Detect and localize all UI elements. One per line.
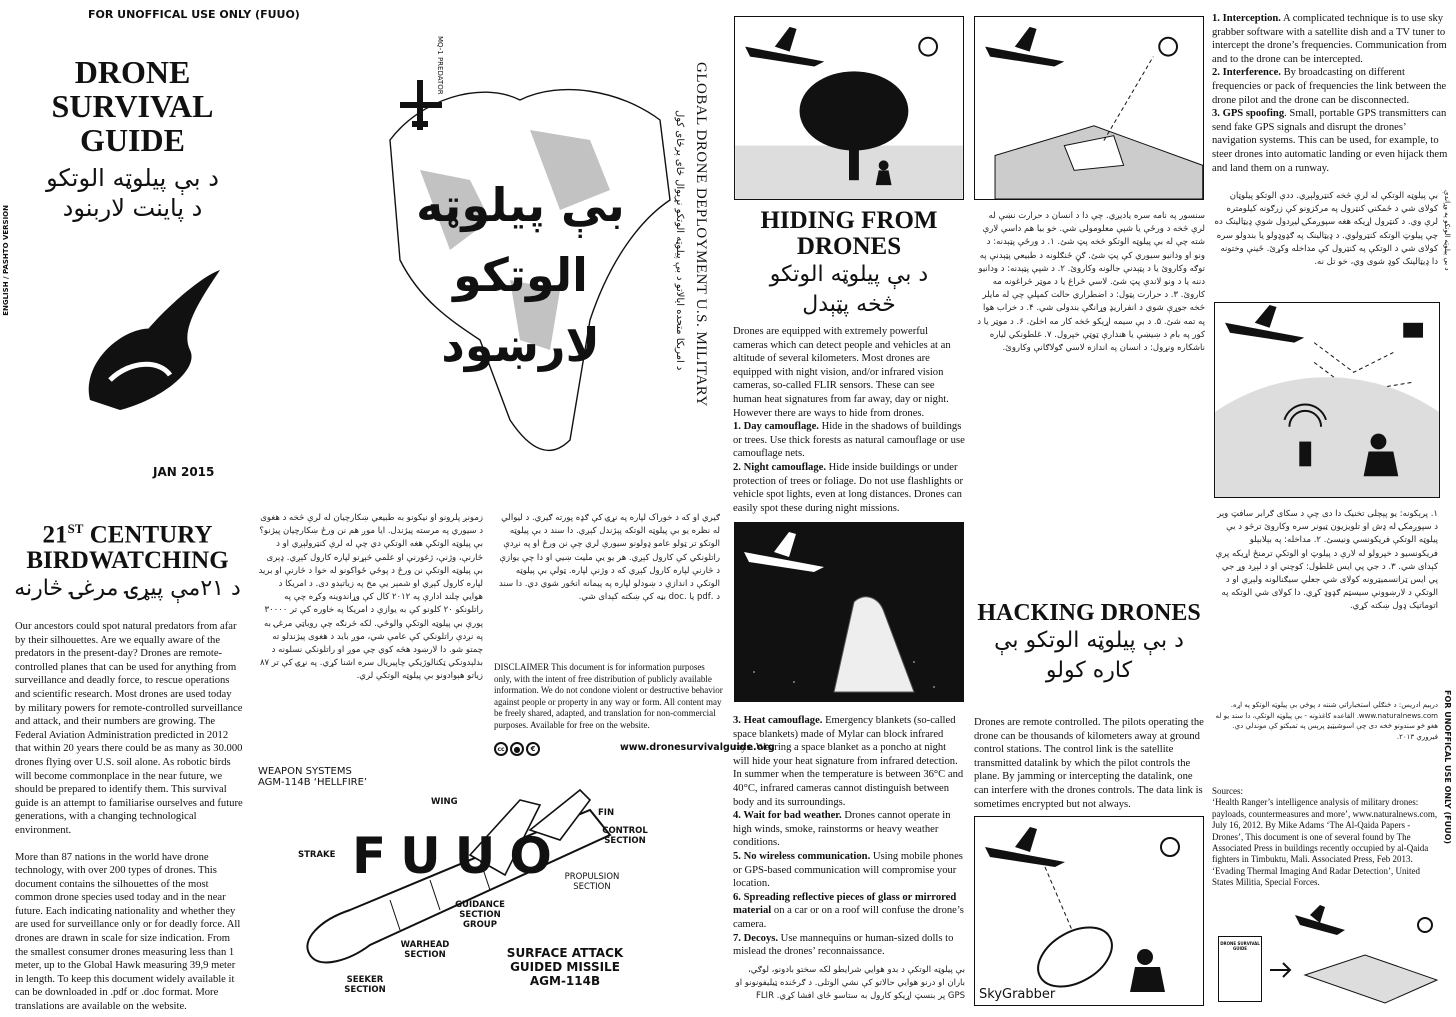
ps-side-label: د بې پیلوټه الوتکو په وړاندې [1443, 190, 1451, 271]
method-2-text: By broadcasting on different frequencies or pack of frequencies the link between the drone pilot and the drone can be disconnected. [1212, 67, 1447, 106]
reflective-roof-illustration [974, 16, 1204, 200]
guide-title: DRONE SURVIVAL GUIDE [51, 54, 214, 158]
birdwatching-p2: More than 87 nations in the world have drone technology, with over 200 types of drones. This document contains the silhouettes of the most common drone species used today and in the near future. Each indicating nationality and whether they are used for surveillance only or for deadly force. All drones are drawn in scale for size indication. From the smallest consumer drones measuring less than 1 meter, up to the Global Hawk measuring 39,9 meter in length. To keep this document widely available it can be downloaded in .pdf or .doc format. More translations are available on the website. [15, 851, 241, 1013]
method-2-title: 2. Interference. [1212, 67, 1281, 79]
skygrabber-label: SkyGrabber [979, 987, 1056, 1002]
label-wing: WING [431, 797, 458, 807]
title-sup: ST [67, 521, 84, 536]
website-link[interactable]: www.dronesurvivalguide.org [620, 742, 775, 753]
hiding-title-ps-2: څخه پټېدل [802, 292, 896, 317]
label-fin: FIN [598, 808, 615, 818]
hacking-methods [1212, 12, 1450, 175]
hiding-heading [732, 208, 966, 320]
birdwatching-p1: Our ancestors could spot natural predators from afar by their silhouettes. Are we equally aware of the predators in the present-day? Drones are remote-controlled planes that can be used for anything from surveillance and deadly force, to rescue operations and scientific research. Most drones are used today by military powers for remote-controlled surveillance and attack, and their numbers are growing. The Federal Aviation Administration predicted in 2012 that within 20 years there could be as many as 30.000 drones flying over U.S. soil alone. As robotic birds will become commonplace in the near future, we should be prepared to identify them. This survival guide is an attempt to familiarise ourselves and future generations, with a changing technological environment. [15, 621, 243, 836]
map-title-ps: د امریکا متحده ایالاتو د بې پیلوټه الوتکو نړیوال ځای پرځای کول [674, 110, 685, 371]
item-2-text: Hide inside buildings or under protection of trees or foliage. Do not use flashlights or vehicle spot lights, even at long distances. Drones can easily spot these during night missions. [733, 461, 964, 514]
missile-title-2: GUIDED MISSILE [510, 960, 620, 974]
fuuo-stamp: FUUO [352, 827, 566, 885]
item-5-title: 5. No wireless communication. [733, 850, 871, 862]
label-control: CONTROL SECTION [602, 826, 648, 846]
issue-date: JAN 2015 [153, 465, 215, 479]
missile-title [505, 946, 625, 988]
hacking-title-ps-1: د بې پیلوټه الوتکو بې [994, 628, 1184, 653]
side-label: ENGLISH / PASHTO VERSION [2, 205, 10, 316]
weapon-systems: WEAPON SYSTEMS [258, 766, 352, 777]
runway-hijack-illustration [1265, 905, 1440, 1005]
item-2-title: 2. Night camouflage. [733, 461, 826, 473]
method-1-text: A complicated technique is to use sky grabber software with a satellite dish and a TV tuner to intercept the drone’s frequencies. Communication from and to the drone can be intercepted. [1212, 13, 1447, 65]
guide-title-ps-1: د بې پیلوټه الوتکو [46, 164, 219, 192]
birdwatching-heading [10, 516, 245, 604]
hacking-ps-1: بې پیلوټه الوتکې له لرې څخه کنټرولېږي. ددې الوتکو پیلوټان کولای شي د ځمکني کنټرول په مرکزونو کې زرګونه کیلومتره لرې وي. د کنټرول اړیکه هغه سپوږمکۍ لیږدول شوې ډیټالینک ده چې پیلوټ الوتکه کنټرولوي. د ډیټالینک په ګډوډولو یا بندولو سره کولای شي د الوتکې په کنټرول کې مداخله وکړئ. ځینې وختونه دا ډیټالینک کوډ شوی وي، خو تل نه. [1214, 191, 1438, 268]
night-camouflage-illustration [734, 522, 964, 702]
birdwatching-text [15, 620, 243, 1014]
guide-title-ps-2: د پاینت لاربنود [62, 194, 203, 222]
map-title: GLOBAL DRONE DEPLOYMENT U.S. MILITARY [693, 62, 709, 407]
hiding-text-2 [733, 714, 965, 959]
label-propulsion: PROPULSION SECTION [564, 872, 620, 892]
hiding-title: HIDING FROM DRONES [760, 207, 938, 260]
sources-text: ‘Health Ranger’s intelligence analysis of military drones: payloads, countermeasures and more’, www.naturalnews.com, July 16, 2012. By Mike Adams ‘The Al-Qaida Papers - Drones’, This document is one of several found by The Associated Press in buildings recently occupied by al-Qaida fighters in Timbuktu, Mali. Associated Press, Feb 2013. ‘Evading Thermal Imaging And Radar Detection’, United States Militia, Special Forces. [1212, 797, 1438, 888]
item-6-text: on a car or on a roof will confuse the drone’s camera. [733, 905, 964, 930]
title-century: CENTURY [89, 521, 213, 549]
method-3-title: 3. GPS spoofing [1212, 108, 1285, 120]
sources [1212, 786, 1440, 889]
missile-title-1: SURFACE ATTACK [506, 946, 624, 960]
hiding-title-ps-1: د بې پیلوټه الوتکو [769, 262, 929, 287]
cc-icon: cc [494, 742, 508, 756]
label-warhead: WARHEAD SECTION [400, 940, 450, 960]
satellite-dish-drawing [975, 817, 1204, 1006]
hacking-ps-2: ۱. پرېکونه: یو پېچلی تخنیک دا دی چې د سکای ګرابر سافټ وېر د سپوږمکۍ له ډش او تلویزیون ټیونر سره وکاروئ ترڅو د بې پیلوټه الوتکې فریکونسي ونیسئ. ۲. مداخله: په بېلابېلو فریکونسیو د خپرولو له لارې د پیلوټ او الوتکې ترمنځ اړیکه پرې کېدای شي. ۳. د جي پي ایس غلطول: کوچني او د لېږد وړ جي پي ایس ټرانسمیټرونه کولای شي جعلي سیګنالونه ولېږي او د الوتکې د لارښوونې سیسټم ګډوډ کړي. دا کولای شي الوتکه په اتوماتیک ډول ښکته کړي. [1215, 509, 1438, 612]
header-fuuo: FOR UNOFFICAL USE ONLY (FUUO) [88, 8, 300, 21]
item-3-title: 3. Heat camouflage. [733, 715, 823, 726]
title-block [20, 55, 245, 223]
map-drone-label: MQ-1 PREDATOR [436, 36, 444, 95]
sources-ps: درېیم ادریس: د ځنګلي استخباراتي شننه د پوځي بې پیلوټه الوتکو په اړه. www.naturalnews.com. القاعده کاغذونه - بې پیلوټه الوتکې، دا سند یو له هغو څو سندونو څخه دی چې اسوشیټیډ پرېس په تمبکتو کې موندلي دي. فبروري ۲۰۱۳. [1215, 701, 1438, 741]
missile-title-3: AGM-114B [529, 974, 601, 988]
attribution-icon: ● [510, 742, 524, 756]
day-camouflage-illustration [734, 16, 964, 200]
method-3-text: . Small, portable GPS transmitters can send fake GPS signals and disrupt the drones’ navigation systems. This can be used, for example, to steer drones into automatic landing or even hijack them and land them on a runway. [1212, 108, 1448, 174]
hacking-title-ps-2: کاره کولو [1045, 658, 1133, 683]
item-7-title: 7. Decoys. [733, 932, 779, 944]
label-seeker: SEEKER SECTION [344, 975, 386, 995]
noncommercial-icon: € [526, 742, 540, 756]
mini-guide-cover: DRONE SURVIVAL GUIDE [1218, 936, 1262, 1002]
item-4-text: Drones cannot operate in high winds, smoke, rainstorms or heavy weather conditions. [733, 810, 951, 849]
item-3-text: Emergency blankets (so-called space blankets) made of Mylar can block infrared rays. Wearing a space blanket as a poncho at night will hide your heat signature from infrared detection. In summer when the temperature is between 36°C and 40°C, infrared cameras cannot distinguish between body and its surroundings. [733, 715, 964, 808]
title-birdwatching-ps: د ۲۱مې پیړۍ مرغۍ څارنه [14, 576, 241, 602]
hacking-heading [972, 600, 1206, 686]
weapon-model: AGM-114B ‘HELLFIRE’ [258, 777, 368, 788]
item-5-text: Using mobile phones or GPS-based communication will compromise your location. [733, 850, 963, 890]
sources-label: Sources: [1212, 786, 1243, 796]
title-birdwatching: BIRDWATCHING [26, 547, 229, 575]
map-calligraphy: بې پیلوټه الوتکو لارښود [416, 178, 625, 372]
hacking-title: HACKING DRONES [977, 600, 1201, 626]
method-1-title: 1. Interception. [1212, 13, 1281, 24]
birdwatching-ps-col2: ګیري او که د خوراک لپاره په نړۍ کې ګډه پورته ګیري. د لیوالي له نظره یو بې پیلوټه الوتکه پېژندل کېږي. دا سند د بې پیلوټه الوتکو تر ټولو عامو ډولونو سیورې لري چې نن ورځ او په نږدې راتلونکي کې کارول کېږي. هر یو یې ملیت ښيي او دا چې یوازې د څارنې لپاره کارول کېږي که د وژنې لپاره. ټولې بې پیلوټه الوتکې د اندازې د ښودلو لپاره په پیمانه انځور شوي دي. دا سند د .pdf یا .doc بڼه کې ښکته کېدای شي. [499, 513, 720, 603]
skygrabber-illustration [974, 816, 1204, 1006]
right-edge-label: FOR UNOFFICAL USE ONLY (FUUO) [1443, 690, 1452, 845]
gps-spoofing-illustration [1214, 302, 1440, 498]
item-6-title: 6. Spreading reflective pieces of glass or mirrored material [733, 891, 957, 917]
disclaimer: DISCLAIMER This document is for information purposes only, with the intent of free distribution of publicly available information. We do not condone violent or destructive behavior against people or property in any way or form. All content may be freely shared, adapted, and translation for non-commercial purposes. Available for free on the website. [494, 662, 723, 730]
hiding-text-1 [733, 325, 965, 515]
label-strake: STRAKE [298, 850, 336, 860]
calligraphy-logo [70, 260, 230, 420]
item-4-title: 4. Wait for bad weather. [733, 810, 842, 822]
item-1-title: 1. Day camouflage. [733, 421, 819, 433]
hiding-intro: Drones are equipped with extremely powerful cameras which can detect people and vehicles at an altitude of several kilometers. Most drones are equipped with night vision, and/or infrared vision cameras, so-called FLIR sensors. These can see human heat signatures from far away, day or night. However there are ways to hide from drones. [733, 326, 951, 419]
hacking-text: Drones are remote controlled. The pilots operating the drone can be thousands of kilometers away at ground control stations. The control link is the satellite transmitted datalink by which the pilot controls the plane. By jamming or intercepting the datalink, one can interfere with the drones controls. The data link is sometimes encrypted but not always. [974, 717, 1204, 810]
item-1-text: Hide in the shadows of buildings or trees. Use thick forests as natural camouflage or use camouflage nets. [733, 421, 965, 460]
hiding-ps-bottom: بې پیلوټه الوتکې د بدو هوایي شرایطو لکه سختو بادونو، لوګي، باران او درنو هوایي حالاتو کې نشي الوتلی. د ګرځنده ټیلیفونونو او GPS پر بنسټ اړیکو کارول به ستاسو ځای افشا کړي. FLIR [735, 965, 965, 1002]
label-guidance: GUIDANCE SECTION GROUP [455, 900, 505, 930]
hiding-ps-text: سنسور په نامه سره یادیږي. چې دا د انسان د حرارت نښې له لرې څخه د ورځې یا شپې معلومولی شي. خو بیا هم داسې لارې شته چې له بې پیلوټه الوتکو څخه پټ شئ. ۱. د ورځې پټېدنه: د ونو او ودانیو سیوري کې پټ شئ. ګڼ ځنګلونه د طبیعي پټېدنې په توګه وکاروئ یا د پټېدنې جالونه وکاروئ. ۲. د شپې پټېدنه: د ودانیو دننه یا د ونو لاندې پټ شئ. لاسي څراغ یا د موټر څراغونه مه کاروئ. ۳. د حرارت پټول: د اضطراري حالت کمپلې چې له مایلر څخه جوړې شوي د انفراریډ وړانګې بندولی شي. ۴. د خراب هوا په تمه شئ. ۵. د بې سیمه اړیکو څخه کار مه اخلئ. ۶. د موټر یا د کور په بام د ښیښې یا هندارې ټوټې خپرول. ۷. غلطونکي لیاره ناشکاره ونړول: د انسان په اندازه لاسي ګولاګانې وکاروئ. [977, 211, 1205, 354]
title-21: 21 [42, 521, 68, 549]
cc-icons [494, 742, 540, 756]
item-7-text: Use mannequins or human-sized dolls to mislead the drones’ reconnaissance. [733, 932, 954, 958]
birdwatching-ps-col1: زمونږ پلرونو او نیکونو به طبیعي ښکارچیان له لرې څخه د هغوی د سیوري په مرسته پیژندل. ایا موږ هم نن ورځ ښکارچیان پیژنو؟ بې پیلوټه الوتکې هغه الوتکې دي چې له لرې کنټرولېږي او د څارنې، وژنې، ژغورنې او علمي څېړنو لپاره کارول کېږي. ډېری بې پیلوټه الوتکې نن ورځ د پوځي ځواکونو له خوا د څارنې او برید لپاره کارول کېږي او شمېر یې مخ په زیاتېدو دی. د امریکا د هوایي چلند ادارې په ۲۰۱۲ کال کې وړاندوینه وکړه چې په راتلونکو ۲۰ کلونو کې به یوازې د امریکا په خاوره کې تر ۳۰۰۰۰ پورې بې پیلوټه الوتکې والوځي. لکه څرنګه چې روباټي مرغۍ به په نږدې راتلونکي کې عامې شي، موږ باید د هغوی پیژندلو ته چمتو شو. دا لارښود هڅه کوي چې موږ او راتلونکي نسلونه د بدلېدونکي ټکنالوژیکي چاپیریال سره اشنا کړي. په نړۍ کې تر ۸۷ زیاتو هېوادونو بې پیلوټه الوتکې لري. [258, 513, 483, 682]
